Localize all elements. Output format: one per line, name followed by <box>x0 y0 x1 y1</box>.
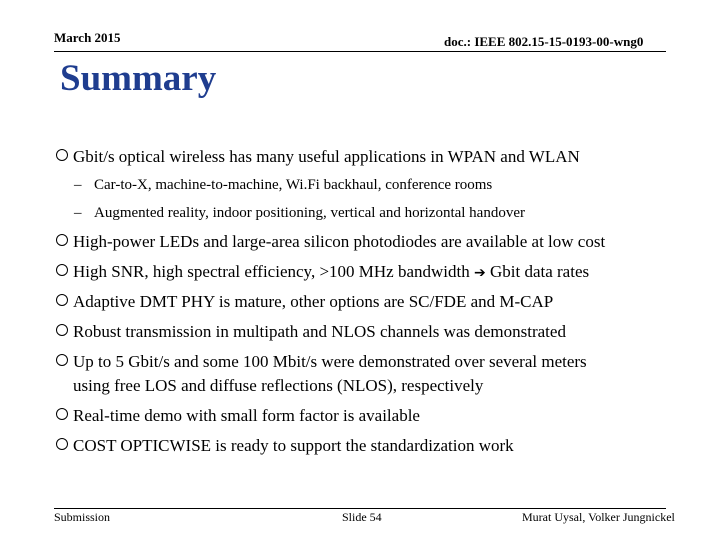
bullet-text: Robust transmission in multipath and NLOS channels was demonstrated <box>73 322 566 341</box>
header-date: March 2015 <box>54 30 121 45</box>
bullet-item <box>56 404 420 428</box>
bullet-ring-icon <box>56 354 68 366</box>
sub-bullet-item <box>74 175 492 195</box>
bullet-text: Real-time demo with small form factor is available <box>73 406 420 425</box>
dash-icon: – <box>74 205 82 221</box>
bullet-item <box>56 434 514 458</box>
bullet-ring-icon <box>56 438 68 450</box>
bullet-text: Adaptive DMT PHY is mature, other options are SC/FDE and M-CAP <box>73 292 554 311</box>
sub-bullet-item <box>74 203 525 223</box>
bullet-item <box>56 145 580 169</box>
bullet-text <box>73 260 589 285</box>
footer-authors: Murat Uysal, Volker Jungnickel <box>522 510 675 524</box>
sub-bullet-text: Car-to-X, machine-to-machine, Wi.Fi backhaul, conference rooms <box>94 177 493 193</box>
bullet-ring-icon <box>56 324 68 336</box>
bullet-ring-icon <box>56 408 68 420</box>
bullet-text-after-arrow: Gbit data rates <box>489 262 590 281</box>
bullet-item <box>56 260 589 285</box>
right-arrow-icon: ➔ <box>474 265 486 281</box>
bullet-text: COST OPTICWISE is ready to support the standardization work <box>73 436 514 455</box>
bullet-ring-icon <box>56 234 68 246</box>
dash-icon: – <box>74 177 82 193</box>
bullet-ring-icon <box>56 264 68 276</box>
bullet-text <box>73 350 587 398</box>
bullet-text-line: Up to 5 Gbit/s and some 100 Mbit/s were demonstrated over several meters <box>73 352 587 371</box>
bullet-item <box>56 350 587 398</box>
bullet-text-before-arrow: High SNR, high spectral efficiency, >100 MHz bandwidth <box>73 262 470 281</box>
bullet-item <box>56 320 566 344</box>
bullet-ring-icon <box>56 149 68 161</box>
bullet-item <box>56 230 605 254</box>
header-rule <box>54 51 666 52</box>
slide-title: Summary <box>60 58 217 99</box>
footer-rule <box>54 508 666 509</box>
bullet-text: High-power LEDs and large-area silicon photodiodes are available at low cost <box>73 232 606 251</box>
bullet-ring-icon <box>56 294 68 306</box>
bullet-item <box>56 290 553 314</box>
footer-slide-number: Slide 54 <box>342 510 382 524</box>
sub-bullet-text: Augmented reality, indoor positioning, vertical and horizontal handover <box>94 205 525 221</box>
bullet-text: Gbit/s optical wireless has many useful applications in WPAN and WLAN <box>73 147 580 166</box>
header-doc-id: doc.: IEEE 802.15-15-0193-00-wng0 <box>444 34 644 49</box>
bullet-text-line: using free LOS and diffuse reflections (NLOS), respectively <box>73 376 484 395</box>
footer-submission: Submission <box>54 510 111 524</box>
